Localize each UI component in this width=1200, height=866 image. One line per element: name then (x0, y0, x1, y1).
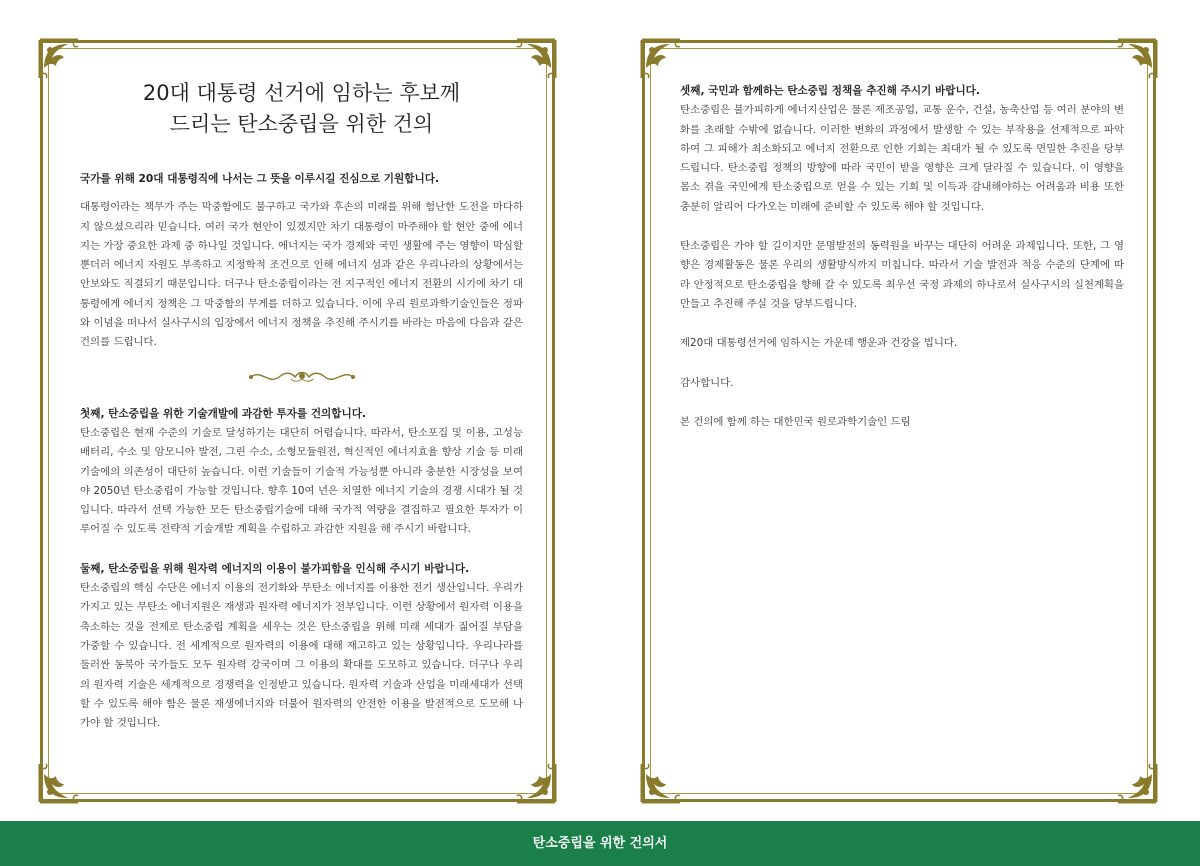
letter-page-left (40, 40, 555, 802)
corner-ornament-icon (38, 38, 80, 80)
corner-ornament-icon (1116, 762, 1158, 804)
title-line-1: 20대 대통령 선거에 임하는 후보께 (142, 81, 461, 105)
title-line-2: 드리는 탄소중립을 위한 건의 (169, 112, 434, 136)
thanks-line: 감사합니다. (680, 376, 734, 389)
section-body-1: 탄소중립은 현재 수준의 기술로 달성하기는 대단히 어렵습니다. 따라서, 탄소포집 및 이용, 고성능 배터리, 수소 및 암모니아 발전, 그린 수소, 소형모듈원전, 혁신적인 에너지효율 향상 기술 등 미래 기술에의 의존성이 대단히 높습니다. 이런 기술들이 기술적 가능성뿐 아니라 충분한 시장성을 보여야 2050년 탄소중립이 가능할 것입니다. 향후 10여 년은 치열한 에너지 기술의 경쟁 시대가 될 것입니다. 따라서 선택 가능한 모든 탄소중립기술에 대해 국가적 역량을 결집하고 필요한 투자가 이루어질 수 있도록 전략적 기술개발 계획을 수립하고 과감한 지원을 해 주시기 바랍니다. (80, 426, 523, 536)
section-body-3: 탄소중립은 불가피하게 에너지산업은 물론 제조공업, 교통 운수, 건설, 농축산업 등 여러 분야의 변화를 초래할 수밖에 없습니다. 이러한 변화의 과정에서 발생할 수 있는 부작용을 선제적으로 파악하여 그 피해가 최소화되고 에너지 전환으로 인한 기회는 최대가 될 수 있도록 면밀한 추진을 당부드립니다. 탄소중립 정책의 방향에 따라 국민이 받을 영향은 크게 달라질 수 있습니다. 이 영향을 몸소 겪을 국민에게 탄소중립으로 얻을 수 있는 기회 및 이득과 감내해야하는 어려움과 비용 또한 충분히 알리어 다가오는 미래에 준비할 수 있도록 해야 할 것입니다. (680, 104, 1124, 213)
corner-ornament-icon (1116, 38, 1158, 80)
flourish-divider-icon (80, 367, 523, 391)
corner-ornament-icon (515, 762, 557, 804)
letter-content-right (680, 82, 1124, 432)
corner-ornament-icon (515, 38, 557, 80)
intro-paragraph: 대통령이라는 책무가 주는 막중함에도 불구하고 국가와 후손의 미래를 위해 험난한 도전을 마다하지 않으셨으리라 믿습니다. 여러 국가 현안이 있겠지만 차기 대통령이 마주해야 할 현안 중에 에너지는 가장 중요한 과제 중 하나일 것입니다. 에너지는 국가 경제와 국민 생활에 주는 영향이 막심할뿐더러 에너지 자원도 부족하고 지정학적 조건으로 인해 에너지 섬과 같은 우리나라의 상황에서는 안보와도 직결되기 때문입니다. 더구나 탄소중립이라는 전 지구적인 에너지 전환의 시기에 차기 대통령에게 에너지 정책은 그 막중함의 무게를 더하고 있습니다. 이에 우리 원로과학기술인들은 정파와 이념을 떠나서 실사구시의 입장에서 에너지 정책을 추진해 주시기를 바라는 마음에 다음과 같은 건의를 드립니다. (80, 201, 523, 349)
corner-ornament-icon (38, 762, 80, 804)
footer-title: 탄소중립을 위한 건의서 (532, 836, 668, 851)
corner-ornament-icon (640, 762, 682, 804)
section-heading-2: 둘째, 탄소중립을 위해 원자력 에너지의 이용이 불가피함을 인식해 주시기 바랍니다. (80, 562, 470, 575)
signature-line: 본 건의에 함께 하는 대한민국 원로과학기술인 드림 (680, 415, 911, 428)
section-body-2: 탄소중립의 핵심 수단은 에너지 이용의 전기화와 무탄소 에너지를 이용한 전기 생산입니다. 우리가 가지고 있는 무탄소 에너지원은 재생과 원자력 에너지가 전부입니다. 이런 상황에서 원자력 이용을 축소하는 것을 전제로 탄소중립 계획을 세우는 것은 탄소중립을 위해 미래 세대가 짊어질 부담을 가중할 수 있습니다. 전 세계적으로 원자력의 이용에 대해 재고하고 있는 상황입니다. 우리나라를 둘러싼 동북아 국가들도 모두 원자력 강국이며 그 이용의 확대를 도모하고 있습니다. 더구나 우리의 원자력 기술은 세계적으로 경쟁력을 인정받고 있습니다. 원자력 기술과 산업을 미래세대가 선택할 수 있도록 해야 함은 물론 재생에너지와 더불어 원자력의 안전한 이용을 발전적으로 도모해 나가야 할 것입니다. (80, 582, 523, 730)
lead-sentence: 국가를 위해 20대 대통령직에 나서는 그 뜻을 이루시길 진심으로 기원합니다. (80, 173, 439, 185)
section-heading-1: 첫째, 탄소중립을 위한 기술개발에 과감한 투자를 건의합니다. (80, 407, 367, 420)
letter-content-left (80, 78, 523, 733)
closing-paragraph: 탄소중립은 가야 할 길이지만 문명발전의 동력원을 바꾸는 대단히 어려운 과제입니다. 또한, 그 영향은 경제활동은 물론 우리의 생활방식까지 미칩니다. 따라서 기술 발전과 적응 수준의 단계에 따라 안정적으로 탄소중립을 향해 갈 수 있도록 최우선 국정 과제의 하나로서 실사구시의 실천계획을 만들고 추진해 주실 것을 당부드립니다. (680, 240, 1124, 310)
section-heading-3: 셋째, 국민과 함께하는 탄소중립 정책을 추진해 주시기 바랍니다. (680, 85, 980, 97)
letter-page-right (642, 40, 1156, 802)
footer-title-bar (0, 821, 1200, 866)
wish-line: 제20대 대통령선거에 임하시는 가운데 행운과 건강을 빕니다. (680, 337, 958, 350)
page-title (80, 78, 523, 140)
corner-ornament-icon (640, 38, 682, 80)
